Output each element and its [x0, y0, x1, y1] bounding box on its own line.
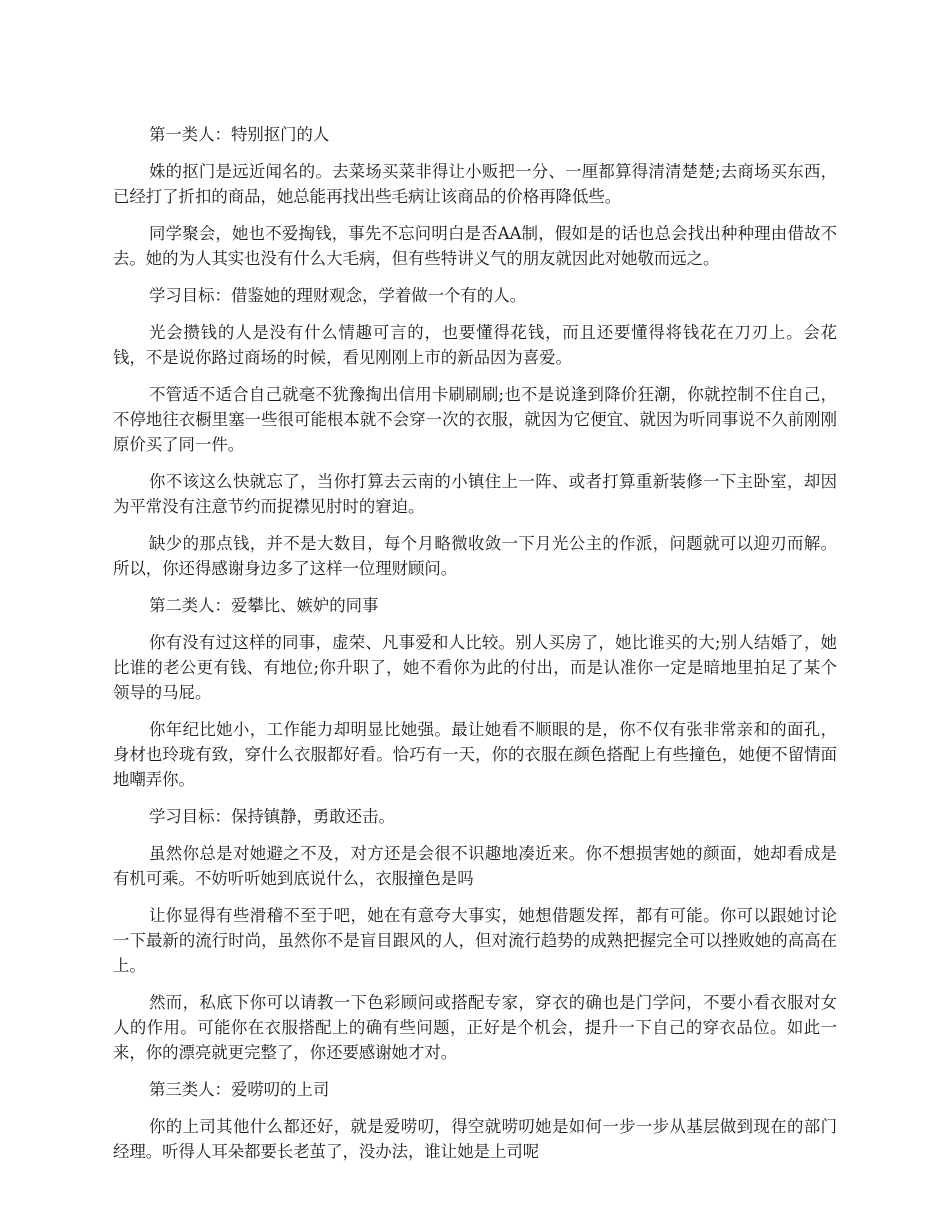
paragraph: 你不该这么快就忘了，当你打算去云南的小镇住上一阵、或者打算重新装修一下主卧室，却因为平常没有注意节约而捉襟见肘时的窘迫。	[113, 472, 837, 516]
paragraph: 缺少的那点钱，并不是大数目，每个月略微收敛一下月光公主的作派，问题就可以迎刃而解。所以，你还得感谢身边多了这样一位理财顾问。	[113, 534, 837, 578]
learning-goal-1: 学习目标：借鉴她的理财观念，学着做一个有的人。	[149, 286, 526, 305]
paragraph: 光会攒钱的人是没有什么情趣可言的，也要懂得花钱，而且还要懂得将钱花在刀刃上。会花钱，不是说你路过商场的时候，看见刚刚上市的新品因为喜爱。	[113, 323, 837, 367]
paragraph: 同学聚会，她也不爱掏钱，事先不忘问明白是否AA制，假如是的话也总会找出种种理由借故不去。她的为人其实也没有什么大毛病，但有些特讲义气的朋友就因此对她敬而远之。	[113, 224, 837, 268]
paragraph: 姝的抠门是远近闻名的。去菜场买菜非得让小贩把一分、一厘都算得清清楚楚;去商场买东西，已经打了折扣的商品，她总能再找出些毛病让该商品的价格再降低些。	[113, 162, 837, 206]
paragraph: 你的上司其他什么都还好，就是爱唠叨，得空就唠叨她是如何一步一步从基层做到现在的部门经理。听得人耳朵都要长老茧了，没办法，谁让她是上司呢	[113, 1117, 837, 1161]
paragraph: 不管适不适合自己就毫不犹豫掏出信用卡刷刷刷;也不是说逢到降价狂潮，你就控制不住自己，不停地往衣橱里塞一些很可能根本就不会穿一次的衣服，就因为它便宜、就因为听同事说不久前刚刚原价买了同一件。	[113, 385, 837, 454]
paragraph: 让你显得有些滑稽不至于吧，她在有意夸大事实，她想借题发挥，都有可能。你可以跟她讨论一下最新的流行时尚，虽然你不是盲目跟风的人，但对流行趋势的成熟把握完全可以挫败她的高高在上。	[113, 906, 837, 975]
section-heading-2: 第二类人：爱攀比、嫉妒的同事	[149, 596, 379, 615]
document-body	[113, 122, 837, 1176]
learning-goal-2: 学习目标：保持镇静，勇敢还击。	[149, 807, 395, 826]
section-heading-1: 第一类人：特别抠门的人	[149, 125, 330, 144]
paragraph: 虽然你总是对她避之不及，对方还是会很不识趣地凑近来。你不想损害她的颜面，她却看成是有机可乘。不妨听听她到底说什么，衣服撞色是吗	[113, 844, 837, 888]
paragraph: 你有没有过这样的同事，虚荣、凡事爱和人比较。别人买房了，她比谁买的大;别人结婚了，她比谁的老公更有钱、有地位;你升职了，她不看你为此的付出，而是认准你一定是暗地里拍足了某个领导的马屁。	[113, 633, 837, 702]
section-heading-3: 第三类人：爱唠叨的上司	[149, 1080, 330, 1099]
paragraph: 你年纪比她小，工作能力却明显比她强。最让她看不顺眼的是，你不仅有张非常亲和的面孔，身材也玲珑有致，穿什么衣服都好看。恰巧有一天，你的衣服在颜色搭配上有些撞色，她便不留情面地嘲弄你。	[113, 720, 837, 789]
paragraph: 然而，私底下你可以请教一下色彩顾问或搭配专家，穿衣的确也是门学问，不要小看衣服对女人的作用。可能你在衣服搭配上的确有些问题，正好是个机会，提升一下自己的穿衣品位。如此一来，你的漂亮就更完整了，你还要感谢她才对。	[113, 993, 837, 1062]
